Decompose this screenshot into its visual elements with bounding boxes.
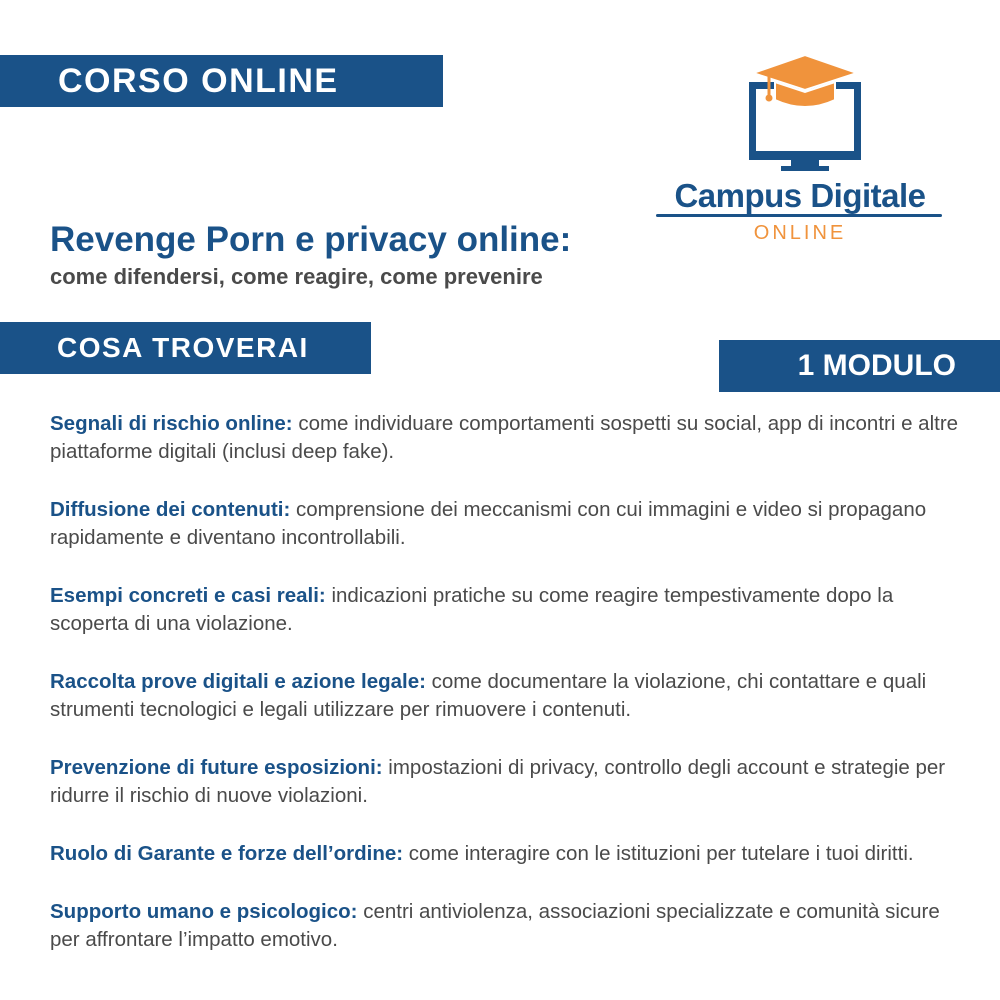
corso-online-label: CORSO ONLINE: [58, 61, 339, 100]
item-heading: Supporto umano e psicologico:: [50, 900, 358, 923]
modulo-count-label: 1 MODULO: [797, 349, 956, 382]
item-text: impostazioni di privacy, controllo degli account e strategie per ridurre il rischio di nuove violazioni.: [50, 756, 946, 807]
item-heading: Diffusione dei contenuti:: [50, 498, 291, 521]
topics-list: [50, 410, 965, 984]
list-item: [50, 840, 965, 868]
item-heading: Ruolo di Garante e forze dell’ordine:: [50, 842, 404, 865]
cosa-troverai-label: COSA TROVERAI: [57, 332, 309, 363]
course-subtitle: come difendersi, come reagire, come prevenire: [50, 264, 543, 289]
item-text: centri antiviolenza, associazioni specializzate e comunità sicure per affrontare l’impatto emotivo.: [50, 900, 940, 951]
list-item: [50, 582, 965, 638]
list-item: [50, 410, 965, 466]
item-heading: Esempi concreti e casi reali:: [50, 584, 326, 607]
corso-online-banner: [0, 55, 443, 107]
list-item: [50, 668, 965, 724]
campus-digitale-logo: [650, 52, 950, 252]
item-heading: Prevenzione di future esposizioni:: [50, 756, 383, 779]
item-text: come documentare la violazione, chi contattare e quali strumenti tecnologici e legali utilizzare per rimuovere i contenuti.: [50, 670, 927, 721]
list-item: [50, 496, 965, 552]
modulo-count-banner: [719, 340, 1000, 392]
cosa-troverai-banner: [0, 322, 371, 374]
monitor-graduation-cap-icon: [745, 52, 865, 177]
item-text: come interagire con le istituzioni per tutelare i tuoi diritti.: [403, 842, 914, 865]
list-item: [50, 898, 965, 954]
course-title: Revenge Porn e privacy online:: [50, 220, 572, 259]
logo-subtitle: ONLINE: [753, 222, 847, 244]
list-item: [50, 754, 965, 810]
item-heading: Raccolta prove digitali e azione legale:: [50, 670, 426, 693]
item-heading: Segnali di rischio online:: [50, 412, 293, 435]
item-text: comprensione dei meccanismi con cui immagini e video si propagano rapidamente e diventano incontrollabili.: [50, 498, 927, 549]
item-text: come individuare comportamenti sospetti su social, app di incontri e altre piattaforme digitali (inclusi deep fake).: [50, 412, 959, 463]
logo-underline: [656, 214, 942, 217]
logo-name: Campus Digitale: [674, 177, 926, 214]
item-text: indicazioni pratiche su come reagire tempestivamente dopo la scoperta di una violazione.: [50, 584, 894, 635]
course-title-block: [50, 218, 650, 292]
